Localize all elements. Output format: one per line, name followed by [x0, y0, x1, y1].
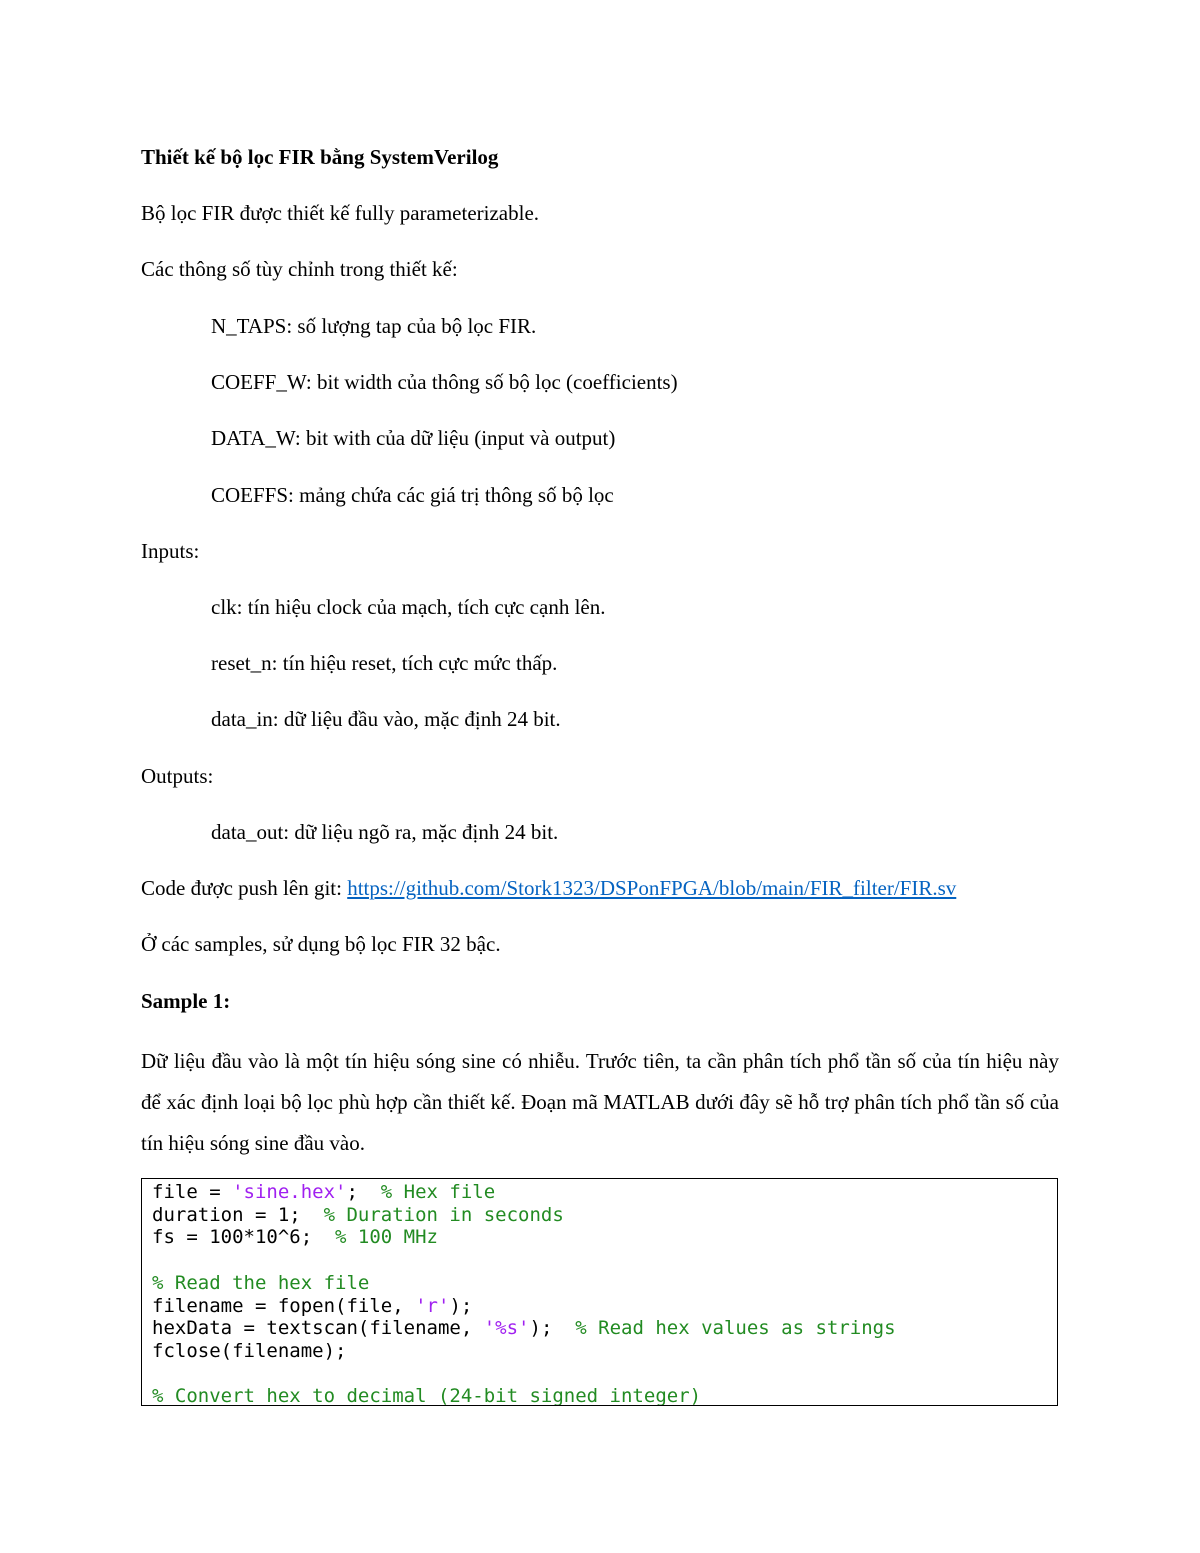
samples-note: Ở các samples, sử dụng bộ lọc FIR 32 bậc. — [141, 932, 501, 956]
code-comment: % Read hex values as strings — [575, 1317, 896, 1340]
document-title: Thiết kế bộ lọc FIR bằng SystemVerilog — [141, 145, 499, 169]
code-text: ; — [346, 1181, 381, 1203]
code-string: 'sine.hex' — [232, 1181, 347, 1203]
code-text: fclose(filename); — [152, 1339, 347, 1362]
code-text: ); — [449, 1294, 473, 1317]
output-data-out: data_out: dữ liệu ngõ ra, mặc định 24 bit. — [211, 820, 559, 844]
intro-text: Bộ lọc FIR được thiết kế fully parameterizable. — [141, 201, 540, 225]
outputs-heading: Outputs: — [141, 764, 214, 788]
code-comment: % Convert hex to decimal (24-bit signed integer) — [152, 1385, 702, 1406]
code-string: '%s' — [483, 1317, 530, 1340]
code-comment: % 100 MHz — [335, 1226, 438, 1249]
code-text: duration = 1; — [152, 1203, 324, 1226]
sample1-heading: Sample 1: — [141, 989, 231, 1013]
param-coeff-w: COEFF_W: bit width của thông số bộ lọc (coefficients) — [211, 370, 678, 394]
param-n-taps: N_TAPS: số lượng tap của bộ lọc FIR. — [211, 314, 537, 338]
code-string: 'r' — [415, 1294, 450, 1317]
param-coeffs: COEFFS: mảng chứa các giá trị thông số bộ lọc — [211, 483, 614, 507]
git-link[interactable]: https://github.com/Stork1323/DSPonFPGA/blob/main/FIR_filter/FIR.sv — [347, 876, 957, 900]
matlab-code — [142, 1179, 1057, 1406]
code-comment: % Read the hex file — [152, 1271, 370, 1294]
code-text: fs = 100*10^6; — [152, 1226, 336, 1249]
code-text: hexData = textscan(filename, — [152, 1317, 484, 1340]
input-data-in: data_in: dữ liệu đầu vào, mặc định 24 bit. — [211, 707, 561, 731]
code-text: filename = fopen(file, — [152, 1294, 416, 1317]
input-clk: clk: tín hiệu clock của mạch, tích cực cạnh lên. — [211, 595, 606, 619]
code-comment: % Hex file — [380, 1181, 496, 1203]
code-comment: % Duration in seconds — [323, 1203, 564, 1226]
matlab-code-block — [141, 1178, 1058, 1406]
params-heading: Các thông số tùy chỉnh trong thiết kế: — [141, 257, 458, 281]
inputs-heading: Inputs: — [141, 539, 200, 563]
git-line — [141, 875, 956, 901]
code-text: file = — [152, 1181, 233, 1203]
git-prefix: Code được push lên git: — [141, 876, 348, 900]
sample1-paragraph: Dữ liệu đầu vào là một tín hiệu sóng sine có nhiễu. Trước tiên, ta cần phân tích phổ tần số của tín hiệu này để xác định loại bộ lọc phù hợp cần thiết kế. Đoạn mã MATLAB dưới đây sẽ hỗ trợ phân tích phổ tần số của tín hiệu sóng sine đầu vào. — [141, 1049, 1059, 1155]
param-data-w: DATA_W: bit with của dữ liệu (input và output) — [211, 426, 616, 450]
input-reset-n: reset_n: tín hiệu reset, tích cực mức thấp. — [211, 651, 558, 675]
code-text: ); — [529, 1317, 576, 1340]
